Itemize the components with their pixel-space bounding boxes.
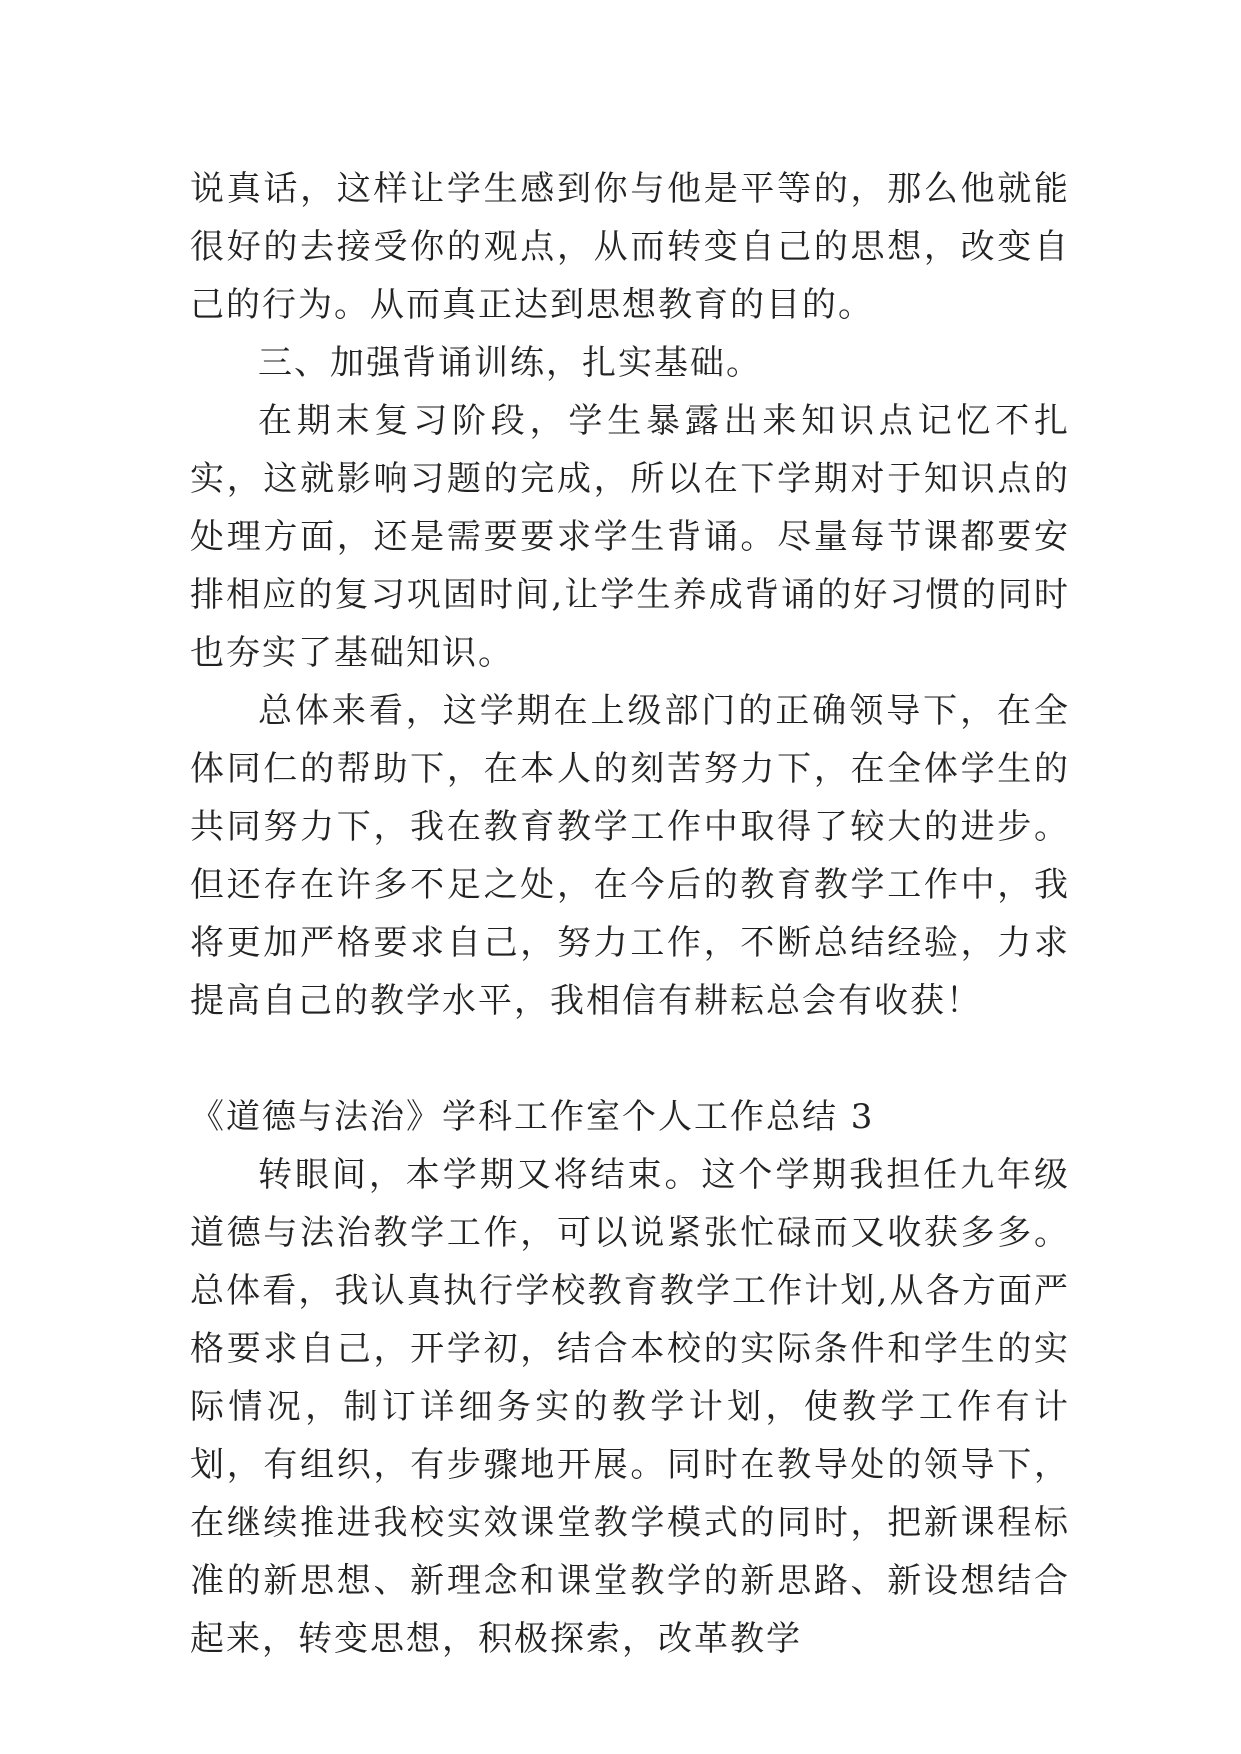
heading-three: 三、加强背诵训练，扎实基础。 bbox=[258, 343, 762, 383]
paragraph-review: 在期末复习阶段，学生暴露出来知识点记忆不扎实，这就影响习题的完成，所以在下学期对于知识点的处理方面，还是需要要求学生背诵。尽量每节课都要安排相应的复习巩固时间,让学生养成背诵的好习惯的同时也夯实了基础知识。 bbox=[190, 401, 1070, 673]
continuation-paragraph: 说真话，这样让学生感到你与他是平等的，那么他就能很好的去接受你的观点，从而转变自己的思想，改变自己的行为。从而真正达到思想教育的目的。 bbox=[190, 169, 1070, 325]
document-body bbox=[190, 160, 1070, 1668]
paragraph-section3: 转眼间，本学期又将结束。这个学期我担任九年级道德与法治教学工作，可以说紧张忙碌而又收获多多。总体看，我认真执行学校教育教学工作计划,从各方面严格要求自己，开学初，结合本校的实际条件和学生的实际情况，制订详细务实的教学计划，使教学工作有计划，有组织，有步骤地开展。同时在教导处的领导下，在继续推进我校实效课堂教学模式的同时，把新课程标准的新思想、新理念和课堂教学的新思路、新设想结合起来，转变思想，积极探索，改革教学 bbox=[190, 1155, 1070, 1659]
section-title: 《道德与法治》学科工作室个人工作总结 3 bbox=[190, 1097, 875, 1137]
paragraph-summary: 总体来看，这学期在上级部门的正确领导下，在全体同仁的帮助下，在本人的刻苦努力下，在全体学生的共同努力下，我在教育教学工作中取得了较大的进步。但还存在许多不足之处，在今后的教育教学工作中，我将更加严格要求自己，努力工作，不断总结经验，力求提高自己的教学水平，我相信有耕耘总会有收获！ bbox=[190, 691, 1070, 1021]
